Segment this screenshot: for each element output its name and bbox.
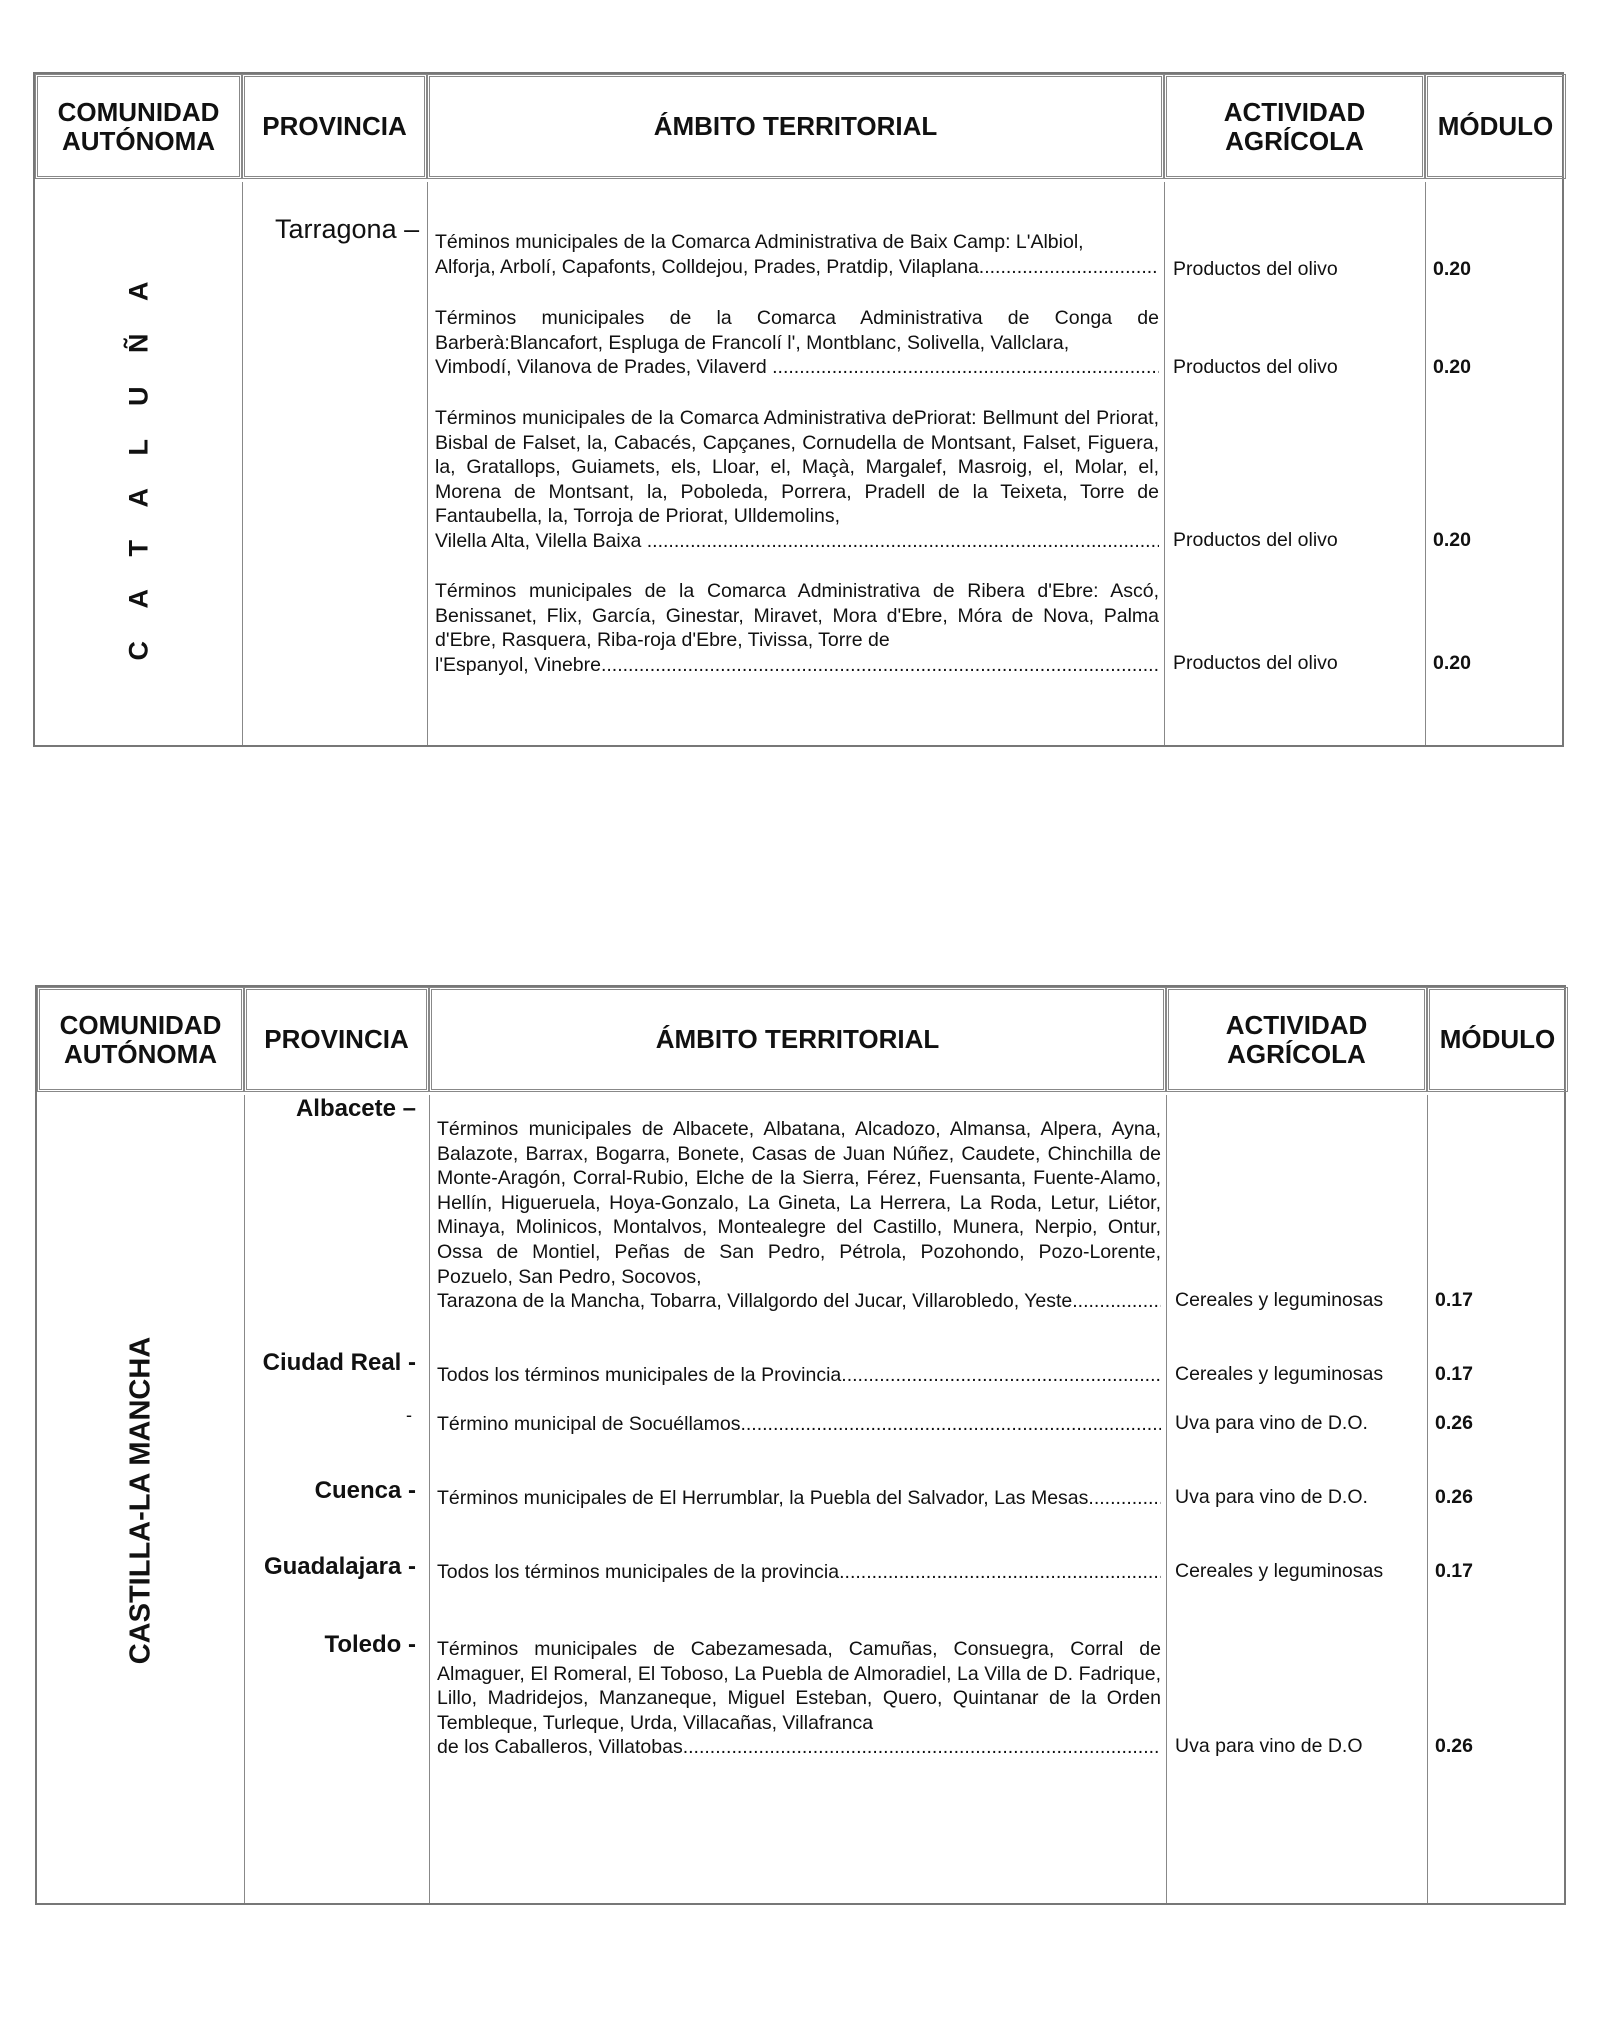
ambito-last-text: Términos municipales de El Herrumblar, la Puebla del Salvador, Las Mesas [437, 1487, 1089, 1509]
header-provincia: PROVINCIA [242, 74, 427, 179]
dot-leader [841, 1363, 1161, 1388]
dot-leader [984, 255, 1159, 280]
modulo-cell: 0.20 [1433, 652, 1471, 674]
ambito-last-line [435, 529, 1159, 554]
header-comunidad: COMUNIDAD AUTÓNOMA [35, 74, 242, 179]
provincia-albacete: Albacete – [295, 1095, 416, 1122]
modulo-cell: 0.17 [1435, 1363, 1473, 1385]
ambito-last-line [435, 355, 1159, 380]
ambito-last-text: Vilella Alta, Vilella Baixa ........................................... [435, 529, 880, 552]
modulo-cell: 0.20 [1433, 258, 1471, 280]
header-actividad: ACTIVIDAD AGRÍCOLA [1164, 74, 1425, 179]
ambito-last-text: Todos los términos municipales de la provincia [437, 1561, 840, 1583]
header-actividad: ACTIVIDAD AGRÍCOLA [1166, 987, 1427, 1092]
ambito-last-text: Tarazona de la Mancha, Tobarra, Villalgordo del Jucar, Villarobledo, Yeste [437, 1290, 1073, 1313]
dot-leader [740, 1412, 1161, 1437]
column-divider [1427, 1095, 1428, 1903]
header-modulo: MÓDULO [1425, 74, 1566, 179]
modulo-cell: 0.20 [1433, 356, 1471, 378]
actividad-cell: Uva para vino de D.O. [1175, 1412, 1368, 1434]
ambito-text: Téminos municipales de la Comarca Administrativa de Baix Camp: L'Albiol, [435, 231, 1084, 253]
provincia-ciudad-real: Ciudad Real - [262, 1349, 416, 1376]
header-ambito: ÁMBITO TERRITORIAL [427, 74, 1164, 179]
header-ambito: ÁMBITO TERRITORIAL [429, 987, 1166, 1092]
column-divider [242, 182, 243, 745]
comunidad-name: CASTILLA-LA MANCHA [124, 1336, 157, 1664]
actividad-cell: Cereales y leguminosas [1175, 1560, 1384, 1582]
modulo-cell: 0.26 [1435, 1735, 1473, 1757]
header-comunidad: COMUNIDAD AUTÓNOMA [37, 987, 244, 1092]
ambito-row [435, 306, 1159, 380]
actividad-cell: Cereales y leguminosas [1175, 1289, 1384, 1311]
table-header [35, 74, 1562, 182]
ambito-row [435, 579, 1159, 677]
ambito-row [437, 1560, 1161, 1585]
dot-leader [839, 1560, 1161, 1585]
ambito-row [437, 1412, 1161, 1437]
table-cataluna [33, 72, 1564, 747]
ambito-last-line [437, 1486, 1161, 1511]
actividad-cell: Cereales y leguminosas [1175, 1363, 1384, 1385]
modulo-cell: 0.26 [1435, 1486, 1473, 1508]
header-modulo: MÓDULO [1427, 987, 1568, 1092]
ambito-row [437, 1486, 1161, 1511]
comunidad-name: C A T A L U Ñ A [123, 268, 153, 661]
ambito-row [435, 406, 1159, 554]
dot-leader [880, 355, 1159, 380]
ambito-row [435, 230, 1159, 279]
column-divider [1425, 182, 1426, 745]
actividad-cell: Productos del olivo [1173, 529, 1338, 551]
actividad-cell: Productos del olivo [1173, 258, 1338, 280]
ambito-last-line [435, 653, 1159, 678]
column-divider [244, 1095, 245, 1903]
ambito-last-line [437, 1289, 1161, 1314]
actividad-cell: Uva para vino de D.O [1175, 1735, 1363, 1757]
dot-leader [683, 1735, 1161, 1760]
dot-leader [1072, 1289, 1161, 1314]
provincia-ciudad-real-cont: - [406, 1405, 412, 1425]
header-provincia: PROVINCIA [244, 987, 429, 1092]
actividad-cell: Uva para vino de D.O. [1175, 1486, 1368, 1508]
ambito-last-text: Vimbodí, Vilanova de Prades, Vilaverd .................... [435, 356, 881, 379]
table-castilla-la-mancha [35, 985, 1566, 1905]
column-divider [1166, 1095, 1167, 1903]
ambito-last-text: l'Espanyol, Vinebre..................................................... [435, 653, 889, 676]
dot-leader [880, 529, 1159, 554]
dot-leader [888, 653, 1159, 678]
ambito-last-line [437, 1412, 1161, 1437]
modulo-cell: 0.26 [1435, 1412, 1473, 1434]
dot-leader [1088, 1486, 1161, 1511]
ambito-row [437, 1363, 1161, 1388]
modulo-cell: 0.20 [1433, 529, 1471, 551]
column-divider [429, 1095, 430, 1903]
provincia-guadalajara: Guadalajara - [263, 1553, 416, 1580]
actividad-cell: Productos del olivo [1173, 356, 1338, 378]
modulo-cell: 0.17 [1435, 1289, 1473, 1311]
provincia-tarragona: Tarragona – [275, 214, 420, 244]
column-divider [427, 182, 428, 745]
ambito-last-line [435, 255, 1159, 280]
ambito-text: Términos municipales de la Comarca Administrativa de Ribera d'Ebre: Ascó, Benissanet, Flix, García, Ginestar, Miravet, Mora d'Ebre, Móra de Nova, Palma d'Ebre, Rasquera, Riba-roja d'Ebre, Tivissa, Torre de [435, 580, 1159, 652]
ambito-last-line [437, 1560, 1161, 1585]
actividad-cell: Productos del olivo [1173, 652, 1338, 674]
provincia-cuenca: Cuenca - [314, 1477, 416, 1504]
ambito-text: Términos municipales de la Comarca Administrativa de Conga de Barberà:Blancafort, Espluga de Francolí l', Montblanc, Solivella, Vallclara, [435, 307, 1159, 354]
ambito-last-text: Término municipal de Socuéllamos [437, 1413, 741, 1435]
comunidad-cell [35, 182, 242, 747]
ambito-text: Términos municipales de Cabezamesada, Camuñas, Consuegra, Corral de Almaguer, El Romeral, El Toboso, La Puebla de Almoradiel, La Villa de D. Fadrique, Lillo, Madridejos, Manzaneque, Miguel Esteban, Quero, Quintanar de la Orden Tembleque, Turleque, Urda, Villacañas, Villafranca [437, 1638, 1161, 1734]
modulo-cell: 0.17 [1435, 1560, 1473, 1582]
ambito-text: Términos municipales de la Comarca Administrativa dePriorat: Bellmunt del Priorat, Bisbal de Falset, la, Cabacés, Capçanes, Cornudella de Montsant, Falset, Figuera, la, Gratallops, Guiamets, els, Lloar, el, Maçà, Margalef, Masroig, el, Molar, el, Morena de Montsant, la, Poboleda, Porrera, Pradell de la Teixeta, Torre de Fantaubella, la, Torroja de Priorat, Ulldemolins, [435, 407, 1159, 528]
ambito-last-text: de los Caballeros, Villatobas [437, 1736, 683, 1759]
ambito-last-text: Alforja, Arbolí, Capafonts, Colldejou, Prades, Pratdip, Vilaplana. [435, 255, 985, 278]
ambito-last-line [437, 1735, 1161, 1760]
ambito-last-line [437, 1363, 1161, 1388]
comunidad-cell [37, 1095, 244, 1905]
ambito-row [437, 1117, 1161, 1314]
column-divider [1164, 182, 1165, 745]
provincia-toledo: Toledo - [324, 1631, 416, 1658]
table-header [37, 987, 1564, 1095]
ambito-row [437, 1637, 1161, 1760]
ambito-last-text: Todos los términos municipales de la Provincia [437, 1364, 842, 1386]
ambito-text: Términos municipales de Albacete, Albatana, Alcadozo, Almansa, Alpera, Ayna, Balazote, Barrax, Bogarra, Bonete, Casas de Juan Núñez, Caudete, Chinchilla de Monte-Aragón, Corral-Rubio, Elche de la Sierra, Férez, Fuensanta, Fuente-Alamo, Hellín, Higueruela, Hoya-Gonzalo, La Gineta, La Herrera, La Roda, Letur, Liétor, Minaya, Molinicos, Montalvos, Montealegre del Castillo, Munera, Nerpio, Ontur, Ossa de Montiel, Peñas de San Pedro, Pétrola, Pozohondo, Pozo-Lorente, Pozuelo, San Pedro, Socovos, [437, 1118, 1161, 1288]
